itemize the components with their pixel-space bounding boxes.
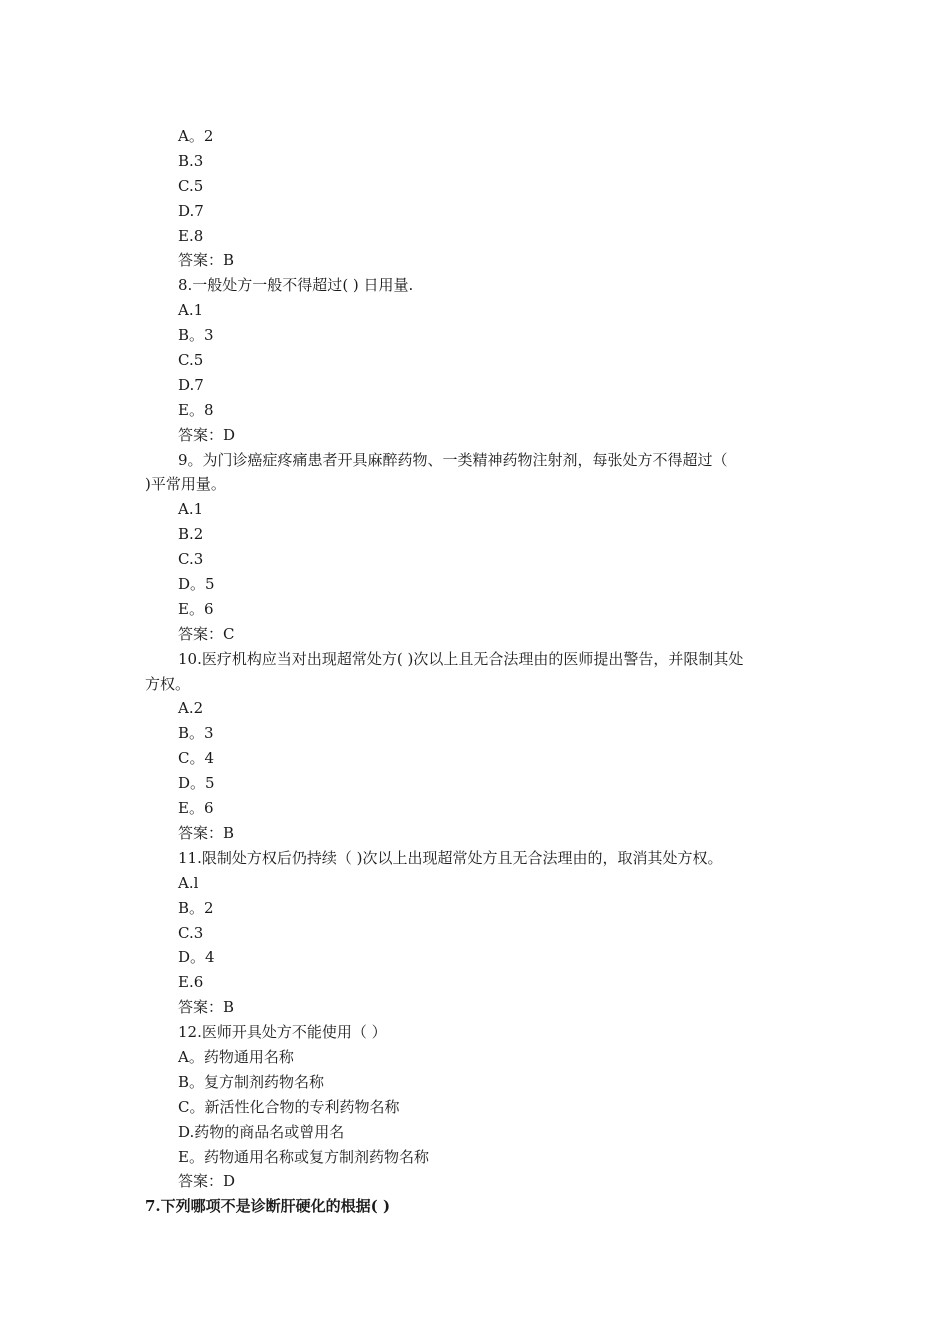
text-line: C.3 bbox=[178, 923, 204, 942]
text-line: 答案：D bbox=[178, 1172, 236, 1191]
text-line: D.7 bbox=[178, 375, 204, 394]
text-line: E.6 bbox=[178, 973, 204, 992]
text-line: A.1 bbox=[178, 301, 204, 320]
text-line: E。药物通用名称或复方制剂药物名称 bbox=[178, 1147, 429, 1166]
text-line: D.药物的商品名或曾用名 bbox=[178, 1122, 345, 1141]
text-line: D.7 bbox=[178, 201, 204, 220]
text-line: A.1 bbox=[178, 500, 204, 519]
text-line: 7.下列哪项不是诊断肝硬化的根据( ) bbox=[145, 1197, 391, 1216]
text-line: B.3 bbox=[178, 151, 204, 170]
text-line: E。6 bbox=[178, 799, 214, 818]
text-line: 答案：B bbox=[178, 998, 235, 1017]
text-line: D。4 bbox=[178, 948, 215, 967]
text-line: 答案：C bbox=[178, 624, 235, 643]
text-line: C.5 bbox=[178, 176, 204, 195]
document-page bbox=[145, 124, 815, 1219]
text-line: D。5 bbox=[178, 575, 215, 594]
text-line: B。3 bbox=[178, 724, 214, 743]
text-line: A.l bbox=[178, 873, 199, 892]
text-line: 8.一般处方一般不得超过( ) 日用量. bbox=[178, 276, 414, 295]
text-line: A.2 bbox=[178, 699, 204, 718]
text-line: 12.医师开具处方不能使用（ ） bbox=[178, 1023, 387, 1042]
text-line: 方权。 bbox=[145, 674, 191, 693]
text-line: B.2 bbox=[178, 525, 204, 544]
text-line: B。3 bbox=[178, 326, 214, 345]
text-line: 11.限制处方权后仍持续（ )次以上出现超常处方且无合法理由的，取消其处方权。 bbox=[178, 848, 723, 867]
text-line: 答案：B bbox=[178, 823, 235, 842]
text-line: A。药物通用名称 bbox=[178, 1047, 294, 1066]
text-line: C。4 bbox=[178, 749, 215, 768]
text-line: E.8 bbox=[178, 226, 204, 245]
text-line: D。5 bbox=[178, 774, 215, 793]
text-line: C.3 bbox=[178, 550, 204, 569]
text-line: )平常用量。 bbox=[145, 475, 226, 494]
text-line: 答案：D bbox=[178, 425, 236, 444]
text-line: 9。为门诊癌症疼痛患者开具麻醉药物、一类精神药物注射剂，每张处方不得超过（ bbox=[178, 450, 728, 469]
text-line: A。2 bbox=[178, 127, 214, 145]
text-line: 10.医疗机构应当对出现超常处方( )次以上且无合法理由的医师提出警告，并限制其处 bbox=[178, 649, 744, 668]
text-line: 答案：B bbox=[178, 251, 235, 270]
text-line: E。6 bbox=[178, 599, 214, 618]
text-line: B。2 bbox=[178, 898, 214, 917]
text-line: B。复方制剂药物名称 bbox=[178, 1072, 325, 1091]
text-line: E。8 bbox=[178, 400, 214, 419]
text-line: C。新活性化合物的专利药物名称 bbox=[178, 1097, 400, 1116]
text-line: C.5 bbox=[178, 351, 204, 370]
